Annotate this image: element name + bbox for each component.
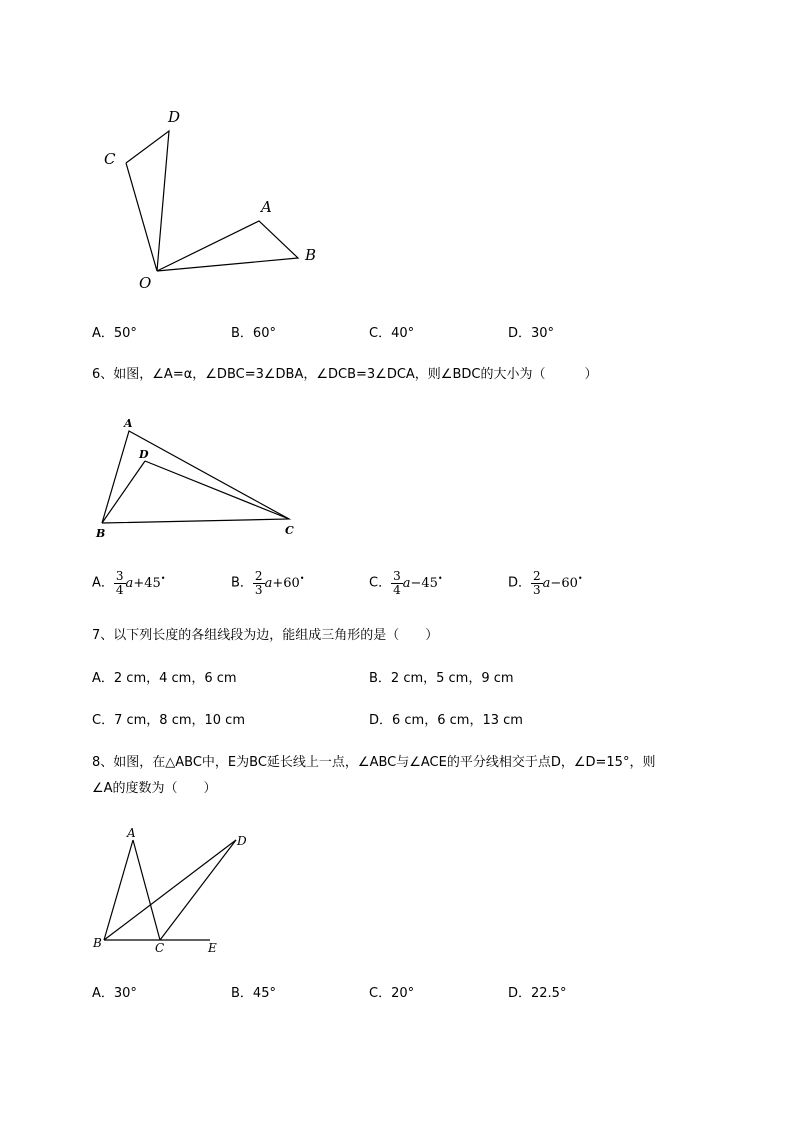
q7-option-b: B．2 cm，5 cm，9 cm: [369, 671, 514, 686]
q6-point-label-a: A: [124, 417, 133, 430]
q8-option-d: D．22.5°: [508, 986, 567, 1001]
point-label-o: O: [139, 274, 152, 292]
figure-q8-bisectors: [95, 825, 255, 950]
q8-point-label-c: C: [155, 941, 165, 955]
q8-stem-line2: ∠A的度数为（ ）: [92, 781, 217, 796]
q6-stem: 6、如图，∠A=α，∠DBC=3∠DBA，∠DCB=3∠DCA，则∠BDC的大小为（ ）: [92, 367, 598, 382]
triangle-abc: [102, 431, 289, 523]
segment-ba: [104, 840, 133, 940]
q5-option-d: D．30°: [508, 326, 555, 341]
q6-point-label-b: B: [96, 527, 106, 540]
q8-option-c: C．20°: [369, 986, 415, 1001]
segment-ac: [133, 840, 160, 940]
q6-point-label-d: D: [139, 448, 149, 461]
segment-bd: [104, 840, 236, 940]
q5-option-c: C．40°: [369, 326, 415, 341]
q7-option-d: D．6 cm，6 cm，13 cm: [369, 713, 523, 728]
q6-option-b: B． $\frac{2}{3}$ a+60•: [231, 569, 305, 597]
segment-cd: [160, 840, 236, 940]
q8-point-label-a: A: [127, 826, 136, 840]
point-label-b: B: [305, 246, 317, 264]
q5-option-b: B．60°: [231, 326, 276, 341]
q6-point-label-c: C: [285, 524, 294, 537]
triangle-oab: [157, 221, 298, 271]
q5-option-a: A．50°: [92, 326, 137, 341]
q6-option-c: C． $\frac{3}{4}$ a−45•: [369, 569, 443, 597]
q7-option-c: C．7 cm，8 cm，10 cm: [92, 713, 245, 728]
q8-point-label-d: D: [237, 834, 247, 848]
q8-point-label-e: E: [208, 941, 217, 955]
q8-option-b: B．45°: [231, 986, 276, 1001]
figure-q6-triangle: [95, 420, 295, 530]
segment-bd: [102, 461, 145, 523]
q7-stem: 7、以下列长度的各组线段为边，能组成三角形的是（ ）: [92, 628, 439, 643]
q8-point-label-b: B: [93, 936, 102, 950]
q8-stem-line1: 8、如图，在△ABC中，E为BC延长线上一点，∠ABC与∠ACE的平分线相交于点D，∠D=15°，则: [92, 755, 656, 770]
point-label-a: A: [261, 198, 272, 216]
figure-angle-oab-ocd: [90, 105, 330, 300]
q7-option-a: A．2 cm，4 cm，6 cm: [92, 671, 237, 686]
point-label-d: D: [168, 108, 181, 126]
q6-option-d: D． $\frac{2}{3}$ a−60•: [508, 569, 583, 597]
point-label-c: C: [104, 150, 116, 168]
triangle-ocd: [126, 131, 169, 271]
q6-option-a: A． $\frac{3}{4}$ a+45•: [92, 569, 166, 597]
q8-option-a: A．30°: [92, 986, 137, 1001]
segment-dc: [145, 461, 289, 519]
